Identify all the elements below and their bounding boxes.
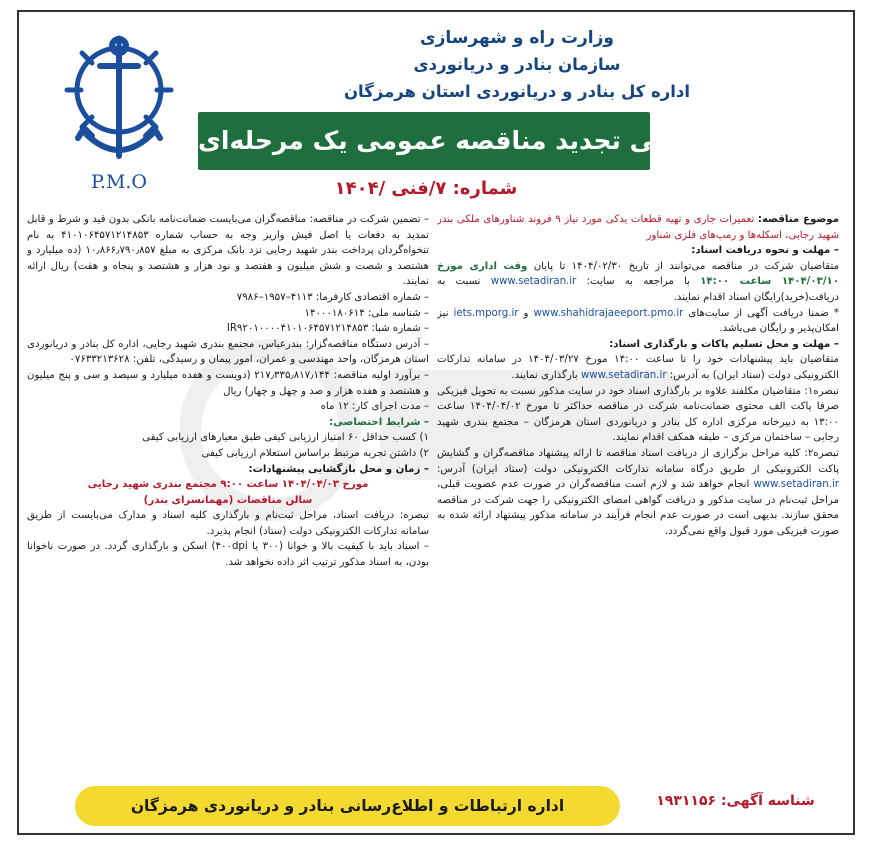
scan-note: – اسناد باید با کیفیت بالا و خوانا (۳۰۰ یا ۴۰۰dpi) اسکن و بارگذاری گردد. در صورت ناخوانا بودن، به اسناد مذکور ترتیب اثر داده نخواهد شد. [27,541,429,569]
ministry-name: وزارت راه و شهرسازی [419,28,614,48]
delivery-text: متقاضیان باید پیشنهادات خود را تا ساعت ۱۴:۰۰ مورخ ۱۴۰۴/۰۳/۲۷ در سامانه تدارکات الکترونیکی دولت (ستاد ایران) به آدرس: [437,354,839,381]
delivery-tail: بارگذاری نمایند. [511,369,578,381]
condition-2: ۲) داشتن تجربه مرتبط براساس استعلام ارزیابی کیفی [201,447,429,459]
sheba-number: – شماره شبا: IR۹۲۰۱۰۰۰۰۴۱۰۱۰۶۴۵۷۱۲۱۴۸۵۳ [226,323,429,335]
footer-office-banner: اداره ارتباطات و اطلاع‌رسانی بنادر و دریانوردی هرمزگان [75,786,620,826]
delivery-paragraph [437,352,839,383]
setadiran-link-1[interactable]: www.setadiran.ir [490,276,577,288]
deadline-text: متقاضیان شرکت در مناقصه می‌توانند از تاریخ ۱۴۰۴/۰۲/۳۰ تا پایان [533,260,839,272]
port-site-link[interactable]: www.shahidrajaeeport.pmo.ir [533,307,684,319]
left-column [27,212,429,772]
deadline-time: وقت اداری مورخ ۱۴۰۴/۰۳/۱۰ ساعت ۱۴:۰۰ [437,260,839,288]
conditions-heading: – شرایط اختصاصی: [329,416,429,428]
docs-note: تبصره: دریافت اسناد، مراحل ثبت‌نام و بارگذاری کلیه اسناد و مدارک می‌بایست از طریق سامانه تدارکات الکترونیکی دولت (ستاد) انجام پذیرد. [27,510,429,537]
note-tail: نیز امکان‌پذیر و رایگان می‌باشد. [437,307,839,335]
duration: – مدت اجرای کار: ۱۲ ماه [320,401,429,413]
economic-code: – شماره اقتصادی کارفرما: ۴۱۱۳–۱۹۵۷–۷۹۸۶ [236,291,429,303]
estimate-paragraph: – برآورد اولیه مناقصه: ۲۱۷٫۳۳۵٫۸۱۷٫۱۴۴ (دویست و هفده میلیارد و سیصد و سی و پنج میلیون و هشتصد و هفده هزار و صد و چهل و چهار) ریال [27,369,429,397]
note-1: تبصره۱: متقاضیان مکلفند علاوه بر بارگذاری اسناد خود در سایت مذکور نسبت به تحویل فیزیکی صرفا پاکت الف محتوی ضمانت‌نامه شرکت در مناقصه حداکثر تا مورخ ۱۴۰۴/۰۴/۰۲ ساعت ۱۳:۰۰ به دبیرخانه مرکزی اداره کل بنادر و دریانوردی استان هرمزگان – مجتمع بندری شهید رجایی – ساختمان مرکزی – طبقه همکف اقدام نمایند. [437,385,839,444]
delivery-heading: – مهلت و محل تسلیم پاکات و بارگذاری اسناد: [609,338,839,350]
iets-link[interactable]: iets.mporg.ir [453,307,519,319]
subject-paragraph [437,212,839,243]
organization-name: سازمان بنادر و دریانوردی [413,55,621,74]
setadiran-link-2[interactable]: www.setadiran.ir [580,369,667,381]
deadline-ref: با مراجعه به سایت: [586,276,690,288]
right-column [437,212,839,772]
condition-1: ۱) کسب حداقل ۶۰ امتیاز ارزیابی کیفی طبق معیارهای ارزیابی کیفی [142,432,429,444]
deadline-heading: – مهلت و نحوه دریافت اسناد: [691,245,839,257]
note-2-b: انجام خواهد شد و لازم است مناقصه‌گران در صورت عدم عضویت قبلی، مراحل ثبت‌نام در سایت مذکور و دریافت گواهی امضای الکترونیکی را جهت شرکت در مناقصه محقق سازند. بدیهی است در صورت عدم انجام فرآیند در سامانه مذکور پیشنهاد ارائه شده به صورت فیزیکی مورد قبول واقع نمی‌گردد. [437,479,839,537]
notice-number: شماره: ۷/فنی /۱۴۰۴ [334,178,518,199]
note-star: * ضمنا دریافت آگهی از سایت‌های [688,307,839,319]
logo-text: P.M.O [90,171,148,193]
opening-place: سالن مناقصات (مهمانسرای بندر) [143,494,313,506]
notice-title-banner: آگهی تجدید مناقصه عمومی یک مرحله‌ای [198,112,650,170]
pmo-anchor-logo [60,28,178,198]
opening-time: مورخ ۱۴۰۴/۰۴/۰۳ ساعت ۹:۰۰ مجتمع بندری شهید رجایی [87,479,369,491]
guarantee-paragraph: – تضمین شرکت در مناقصه: مناقصه‌گران می‌بایست ضمانت‌نامه بانکی بدون قید و شرط و قابل تمدید به دفعات یا اصل فیش واریز وجه به حساب شماره ۴۱۰۱۰۶۴۵۷۱۲۱۴۸۵۳ به نام تنخواه‌گردان پرداخت بندر شهید رجایی نزد بانک مرکزی به مبلغ ۱۰٫۸۶۶٫۷۹۰٫۸۵۷ (ده میلیارد و هشتصد و شصت و شش میلیون و هفتصد و نود هزار و هشتصد و پنجاه و هفت) ریال ارائه نمایند. [27,214,429,288]
note-mid: و [523,307,529,319]
department-name: اداره کل بنادر و دریانوردی استان هرمزگان [343,82,691,101]
subject-label: موضوع مناقصه: [757,214,839,225]
national-id: – شناسه ملی: ۱۴۰۰۰۱۸۰۶۱۴ [304,307,429,319]
deadline-tail: نسبت به دریافت(خرید)رایگان اسناد اقدام نمایند. [437,276,839,303]
websites-paragraph [437,306,839,337]
note-2-a: تبصره۲: کلیه مراحل برگزاری از دریافت اسناد مناقصه تا ارائه پیشنهاد مناقصه‌گران و گشایش پاکت الکترونیکی از طریق درگاه سامانه تدارکات الکترونیکی دولت (ستاد ایران) آدرس: [437,447,839,475]
setadiran-link-3[interactable]: www.setadiran.ir [753,479,839,491]
note-2-paragraph [437,446,839,540]
opening-heading: – زمان و محل بازگشایی پیشنهادات: [248,463,429,475]
subject-text: تعمیرات جاری و تهیه قطعات یدکی مورد نیاز ۹ فروند شناورهای ملکی بندر شهید رجایی، اسکله‌ها و رمپ‌های فلزی شناور [437,214,839,241]
deadline-paragraph [437,259,839,306]
address-paragraph: – آدرس دستگاه مناقصه‌گزار: بندرعباس، مجتمع بندری شهید رجایی، اداره کل بنادر و دریانوردی استان هرمزگان، واحد مهندسی و عمران، امور پیمان و رسیدگی، تلفن: ۰۷۶۳۳۲۱۳۶۲۸ [27,338,429,366]
ad-id: شناسه آگهی: ۱۹۳۱۱۵۶ [656,793,815,809]
